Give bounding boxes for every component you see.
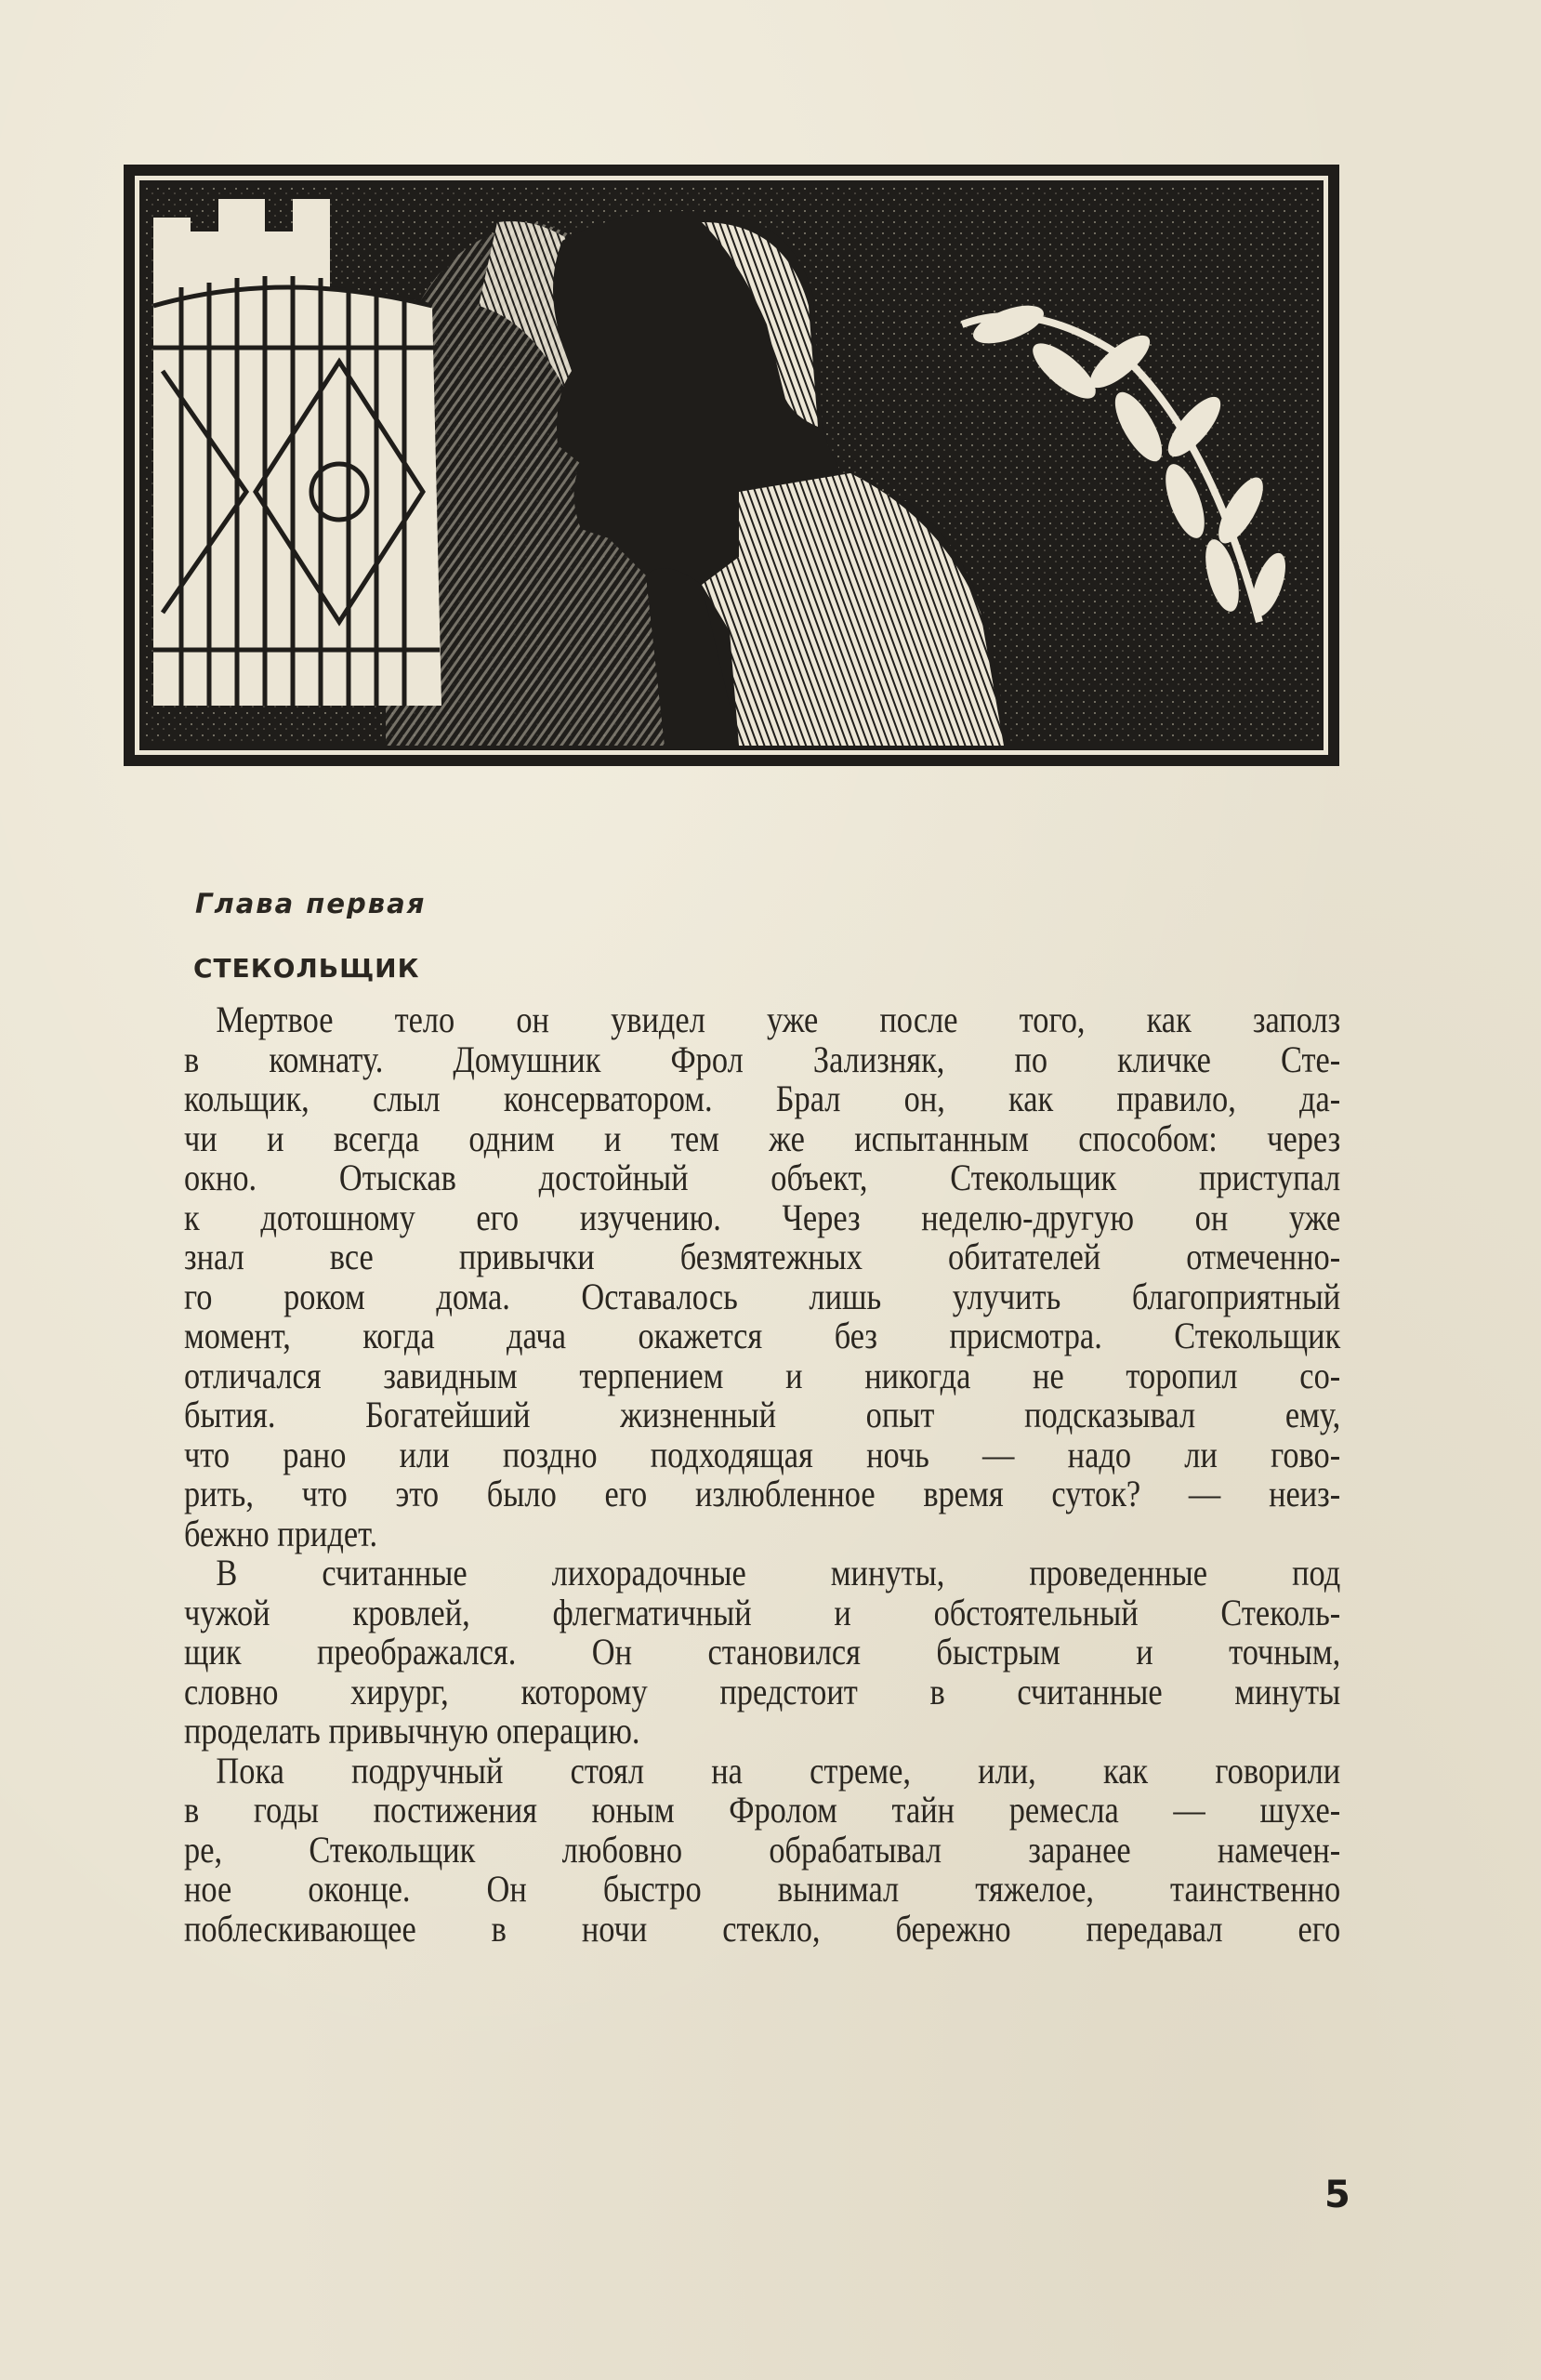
text-line: проделать привычную операцию.	[184, 1710, 640, 1752]
text-line: щик преображался. Он становился быстрым и точным,	[184, 1631, 1341, 1673]
text-line: окно. Отыскав достойный объект, Стекольщик приступал	[184, 1157, 1341, 1198]
body-text	[184, 1000, 1340, 1949]
text-line: В считанные лихорадочные минуты, проведенные под	[216, 1552, 1341, 1593]
text-line: ре, Стекольщик любовно обрабатывал заранее намечен-	[184, 1828, 1341, 1871]
engraving-svg	[144, 185, 1319, 746]
chapter-label: Глава первая	[195, 888, 427, 919]
chapter-illustration	[124, 165, 1339, 766]
text-line: кольщик, слыл консерватором. Брал он, как правило, да-	[184, 1078, 1341, 1119]
chapter-title: СТЕКОЛЬЩИК	[193, 953, 420, 984]
page-number: 5	[1324, 2174, 1350, 2216]
iron-gate	[153, 276, 441, 706]
text-line: словно хирург, которому предстоит в считанные минуты	[184, 1670, 1341, 1712]
text-line: рить, что это было его излюбленное время суток? — неиз-	[184, 1473, 1341, 1514]
text-line: к дотошному его изучению. Через неделю-другую он уже	[184, 1196, 1341, 1238]
text-line: чужой кровлей, флегматичный и обстоятельный Стеколь-	[184, 1591, 1341, 1633]
text-line: чи и всегда одним и тем же испытанным способом: через	[184, 1117, 1341, 1159]
text-line: бежно придет.	[184, 1512, 378, 1554]
text-line: момент, когда дача окажется без присмотра. Стекольщик	[184, 1315, 1341, 1356]
text-line: в годы постижения юным Фролом тайн ремесла — шухе-	[184, 1789, 1341, 1831]
text-line: Пока подручный стоял на стреме, или, как говорили	[216, 1749, 1341, 1792]
text-line: знал все привычки безмятежных обитателей отмеченно-	[184, 1236, 1341, 1277]
text-line: что рано или поздно подходящая ночь — надо ли гово-	[184, 1433, 1341, 1475]
text-line: в комнату. Домушник Фрол Зализняк, по кличке Сте-	[184, 1038, 1341, 1080]
text-line: го роком дома. Оставалось лишь улучить благоприятный	[184, 1275, 1341, 1317]
text-line: ное оконце. Он быстро вынимал тяжелое, таинственно	[184, 1868, 1341, 1910]
text-line: отличался завидным терпением и никогда не торопил со-	[184, 1354, 1341, 1396]
text-line: бытия. Богатейший жизненный опыт подсказывал ему,	[184, 1394, 1341, 1435]
text-line: поблескивающее в ночи стекло, бережно передавал его	[184, 1907, 1341, 1950]
text-line: Мертвое тело он увидел уже после того, как заполз	[216, 998, 1341, 1040]
